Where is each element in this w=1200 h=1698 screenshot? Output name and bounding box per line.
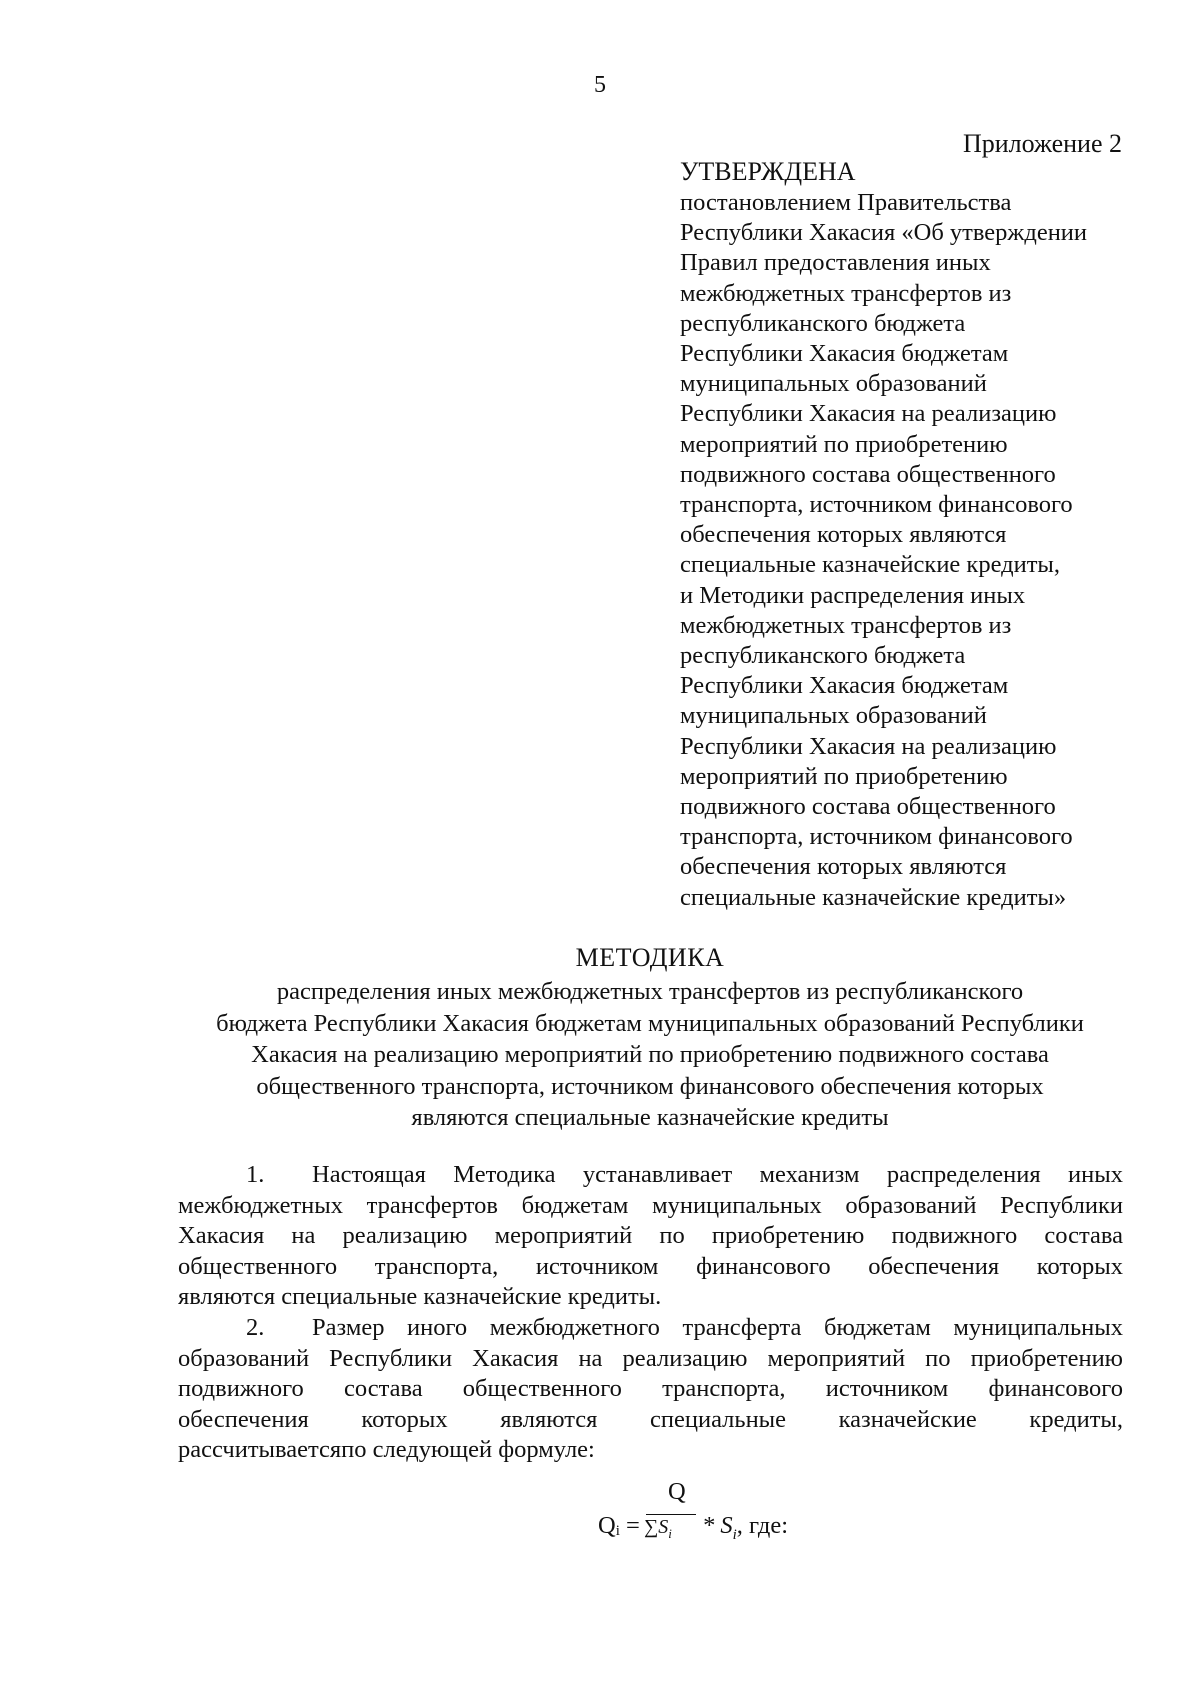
- paragraph-line: обеспечения которых являются специальные казначейские кредиты,: [178, 1405, 1123, 1433]
- paragraph-number: 2.: [246, 1314, 265, 1341]
- approval-block: [680, 156, 1180, 913]
- paragraph-line: межбюджетных трансфертов бюджетам муниципальных образований Республики: [178, 1191, 1123, 1219]
- approval-line: транспорта, источником финансового: [680, 491, 1073, 519]
- paragraph-line: подвижного состава общественного транспорта, источником финансового: [178, 1375, 1123, 1402]
- approval-line: межбюджетных трансфертов из: [680, 279, 1012, 307]
- approval-line: и Методики распределения иных: [680, 581, 1026, 609]
- document-subtitle: [170, 976, 1130, 1134]
- approval-line: муниципальных образований: [680, 370, 987, 398]
- approval-line: Республики Хакасия на реализацию: [680, 400, 1057, 428]
- fraction-bar: [646, 1514, 696, 1515]
- approval-line: мероприятий по приобретению: [680, 762, 1008, 790]
- approval-line: Правил предоставления иных: [680, 249, 991, 277]
- paragraph-text: Настоящая Методика устанавливает механизм распределения иных: [312, 1161, 1123, 1188]
- formula: [598, 1478, 898, 1548]
- appendix-label: Приложение 2: [962, 129, 1122, 158]
- approval-title: УТВЕРЖДЕНА: [680, 157, 856, 186]
- approval-line: постановлением Правительства: [680, 189, 1012, 216]
- approval-line: межбюджетных трансфертов из: [680, 611, 1012, 639]
- paragraph-line: образований Республики Хакасия на реализацию мероприятий по приобретению: [178, 1344, 1123, 1372]
- subtitle-line: распределения иных межбюджетных трансфертов из республиканского: [276, 978, 1024, 1005]
- approval-line: муниципальных образований: [680, 702, 987, 730]
- formula-lhs: $Q_i$ =: [598, 1512, 640, 1539]
- approval-line: мероприятий по приобретению: [680, 430, 1008, 458]
- paragraph-1: [178, 1160, 1123, 1313]
- formula-numerator: Q: [668, 1478, 686, 1505]
- formula-denominator: $\sum S_i$: [644, 1516, 672, 1541]
- approval-line: Республики Хакасия «Об утверждении: [680, 219, 1088, 247]
- approval-line: Республики Хакасия бюджетам: [680, 672, 1009, 700]
- paragraph-line: [178, 1160, 1123, 1191]
- approval-line: подвижного состава общественного: [680, 793, 1056, 821]
- paragraph-line: являются специальные казначейские кредиты.: [178, 1283, 662, 1310]
- approval-line: Республики Хакасия бюджетам: [680, 340, 1009, 368]
- subtitle-line: общественного транспорта, источником финансового обеспечения которых: [256, 1072, 1044, 1100]
- approval-line: обеспечения которых являются: [680, 853, 1007, 881]
- paragraph-line: общественного транспорта, источником финансового обеспечения которых: [178, 1252, 1123, 1280]
- approval-line: республиканского бюджета: [680, 309, 966, 337]
- paragraph-number: 1.: [246, 1161, 265, 1188]
- approval-line: подвижного состава общественного: [680, 460, 1056, 488]
- approval-line: специальные казначейские кредиты»: [680, 883, 1067, 911]
- paragraph-line: [178, 1313, 1123, 1344]
- paragraph-line: Хакасия на реализацию мероприятий по приобретению подвижного состава: [178, 1222, 1123, 1249]
- paragraph-line: рассчитываетсяпо следующей формуле:: [178, 1436, 595, 1463]
- subtitle-line: бюджета Республики Хакасия бюджетам муниципальных образований Республики: [216, 1009, 1084, 1037]
- document-title: МЕТОДИКА: [575, 943, 725, 972]
- paragraph-text: Размер иного межбюджетного трансферта бюджетам муниципальных: [312, 1314, 1123, 1341]
- approval-line: республиканского бюджета: [680, 642, 966, 670]
- approval-line: специальные казначейские кредиты,: [680, 551, 1061, 579]
- subtitle-line: Хакасия на реализацию мероприятий по приобретению подвижного состава: [251, 1041, 1049, 1068]
- paragraph-2: [178, 1313, 1123, 1466]
- approval-line: обеспечения которых являются: [680, 521, 1007, 549]
- approval-line: Республики Хакасия на реализацию: [680, 732, 1057, 760]
- subtitle-line: являются специальные казначейские кредиты: [411, 1104, 889, 1131]
- formula-rhs: * $S_i$, где:: [702, 1512, 789, 1543]
- approval-line: транспорта, источником финансового: [680, 823, 1073, 851]
- page-number: 5: [594, 72, 606, 98]
